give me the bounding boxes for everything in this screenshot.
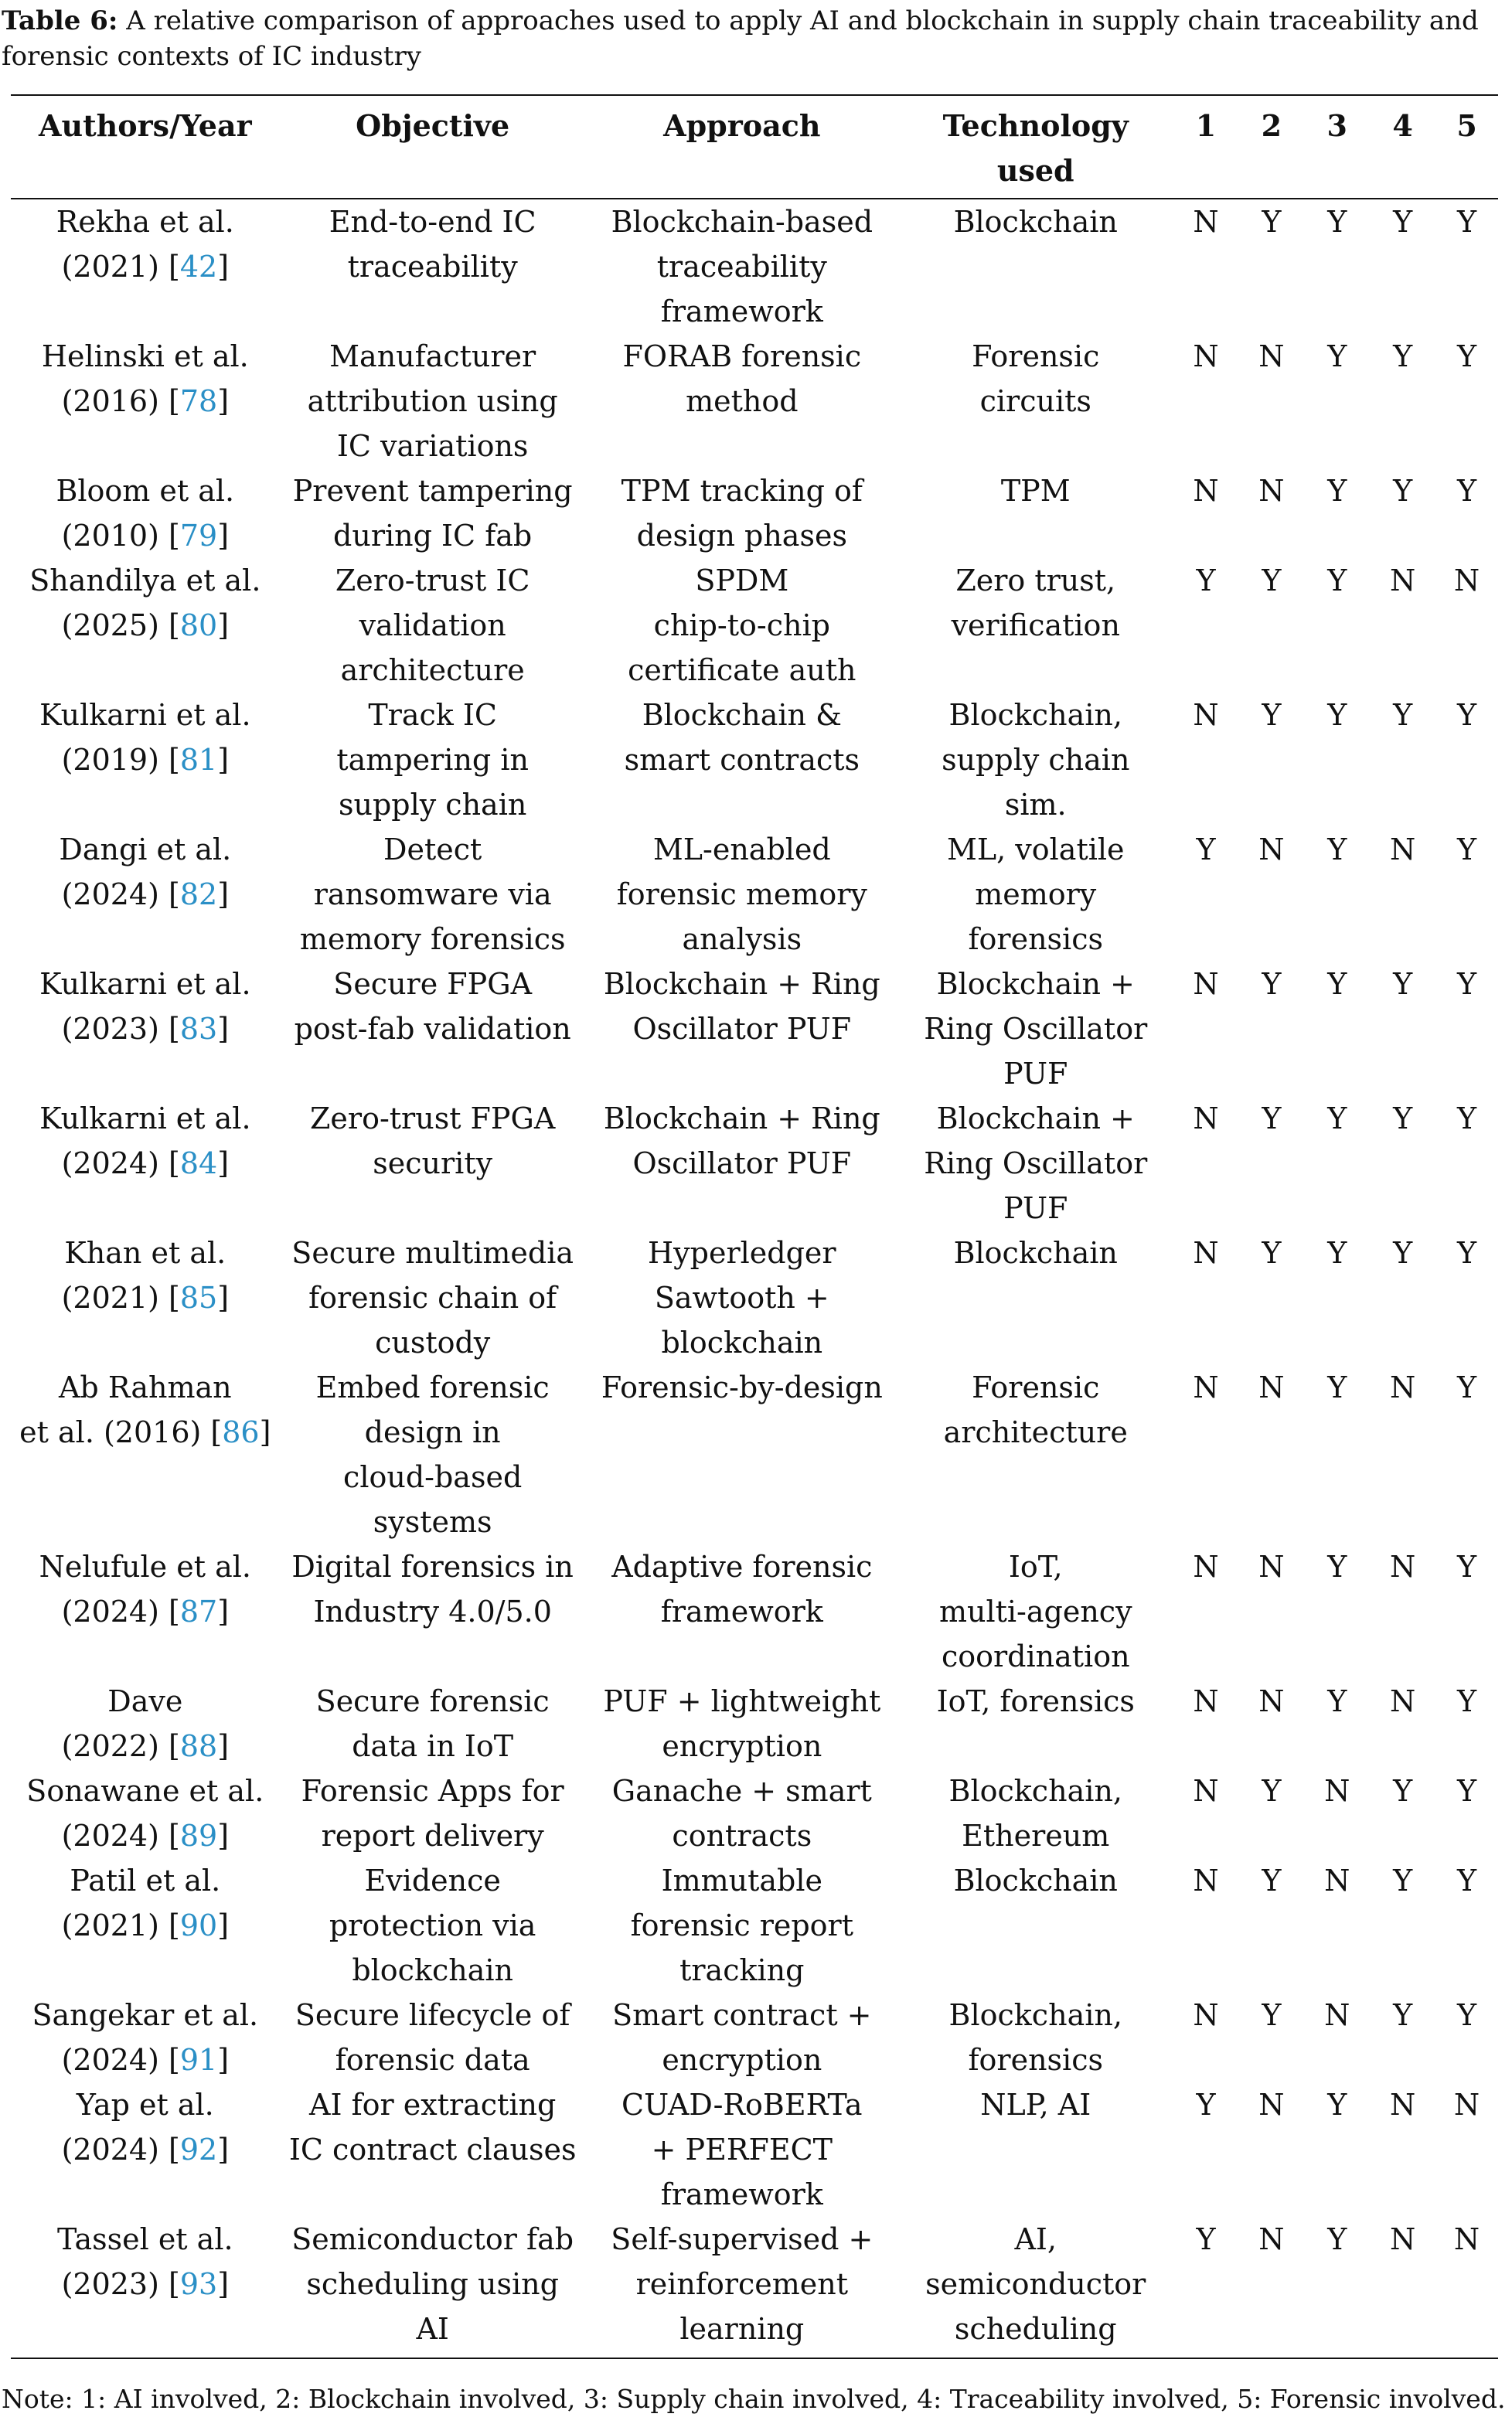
cell-technology: Forensic circuits (972, 339, 1100, 418)
cell-technology: IoT, forensics (936, 1684, 1135, 1718)
table-row (11, 468, 1498, 558)
citation-link: 83 (179, 1012, 218, 1046)
cell-objective: Forensic Apps for report delivery (301, 1774, 564, 1853)
cell-flag-2: Y (1262, 1998, 1282, 2032)
author-text: Patil et al. (2021) [ (61, 1864, 221, 1942)
cell-author (11, 558, 280, 693)
citation-link: 90 (179, 1908, 218, 1942)
cell-flag-3: Y (1327, 205, 1347, 239)
cell-flag-4: N (1390, 563, 1416, 597)
cell-flag-3: Y (1327, 1684, 1347, 1718)
citation-link: 88 (179, 1729, 218, 1763)
header-technology: Technology used (898, 95, 1173, 199)
cell-flag-2: Y (1262, 1236, 1282, 1270)
cell-flag-3: Y (1327, 2088, 1347, 2122)
cell-approach: Smart contract + encryption (612, 1998, 872, 2077)
cell-flag-5: Y (1457, 205, 1477, 239)
cell-flag-5: Y (1457, 474, 1477, 508)
cell-author (11, 1993, 280, 2082)
cell-technology: ML, volatile memory forensics (946, 832, 1125, 956)
cell-author (11, 2082, 280, 2217)
cell-flag-4: N (1390, 1684, 1416, 1718)
citation-close: ] (217, 1595, 230, 1629)
cell-flag-4: N (1390, 832, 1416, 866)
header-col-5: 5 (1435, 95, 1498, 199)
cell-technology: AI, semiconductor scheduling (898, 2217, 1173, 2358)
cell-flag-1: Y (1196, 832, 1216, 866)
citation-close: ] (217, 384, 230, 418)
table-row (11, 1544, 1498, 1679)
cell-author (11, 1544, 280, 1679)
cell-flag-1: N (1193, 1550, 1219, 1584)
citation-close: ] (217, 877, 230, 911)
cell-flag-2: Y (1262, 698, 1282, 732)
cell-author (11, 1858, 280, 1993)
cell-flag-5: Y (1457, 1684, 1477, 1718)
header-col-4: 4 (1370, 95, 1435, 199)
caption-text: A relative comparison of approaches used to apply AI and blockchain in supply chain traceability and forensic contexts of IC industry (2, 5, 1479, 72)
cell-objective: Secure forensic data in IoT (315, 1684, 550, 1763)
author-text: Yap et al. (2024) [ (61, 2088, 214, 2167)
citation-link: 87 (179, 1595, 218, 1629)
author-text: Ab Rahman et al. (2016) [ (19, 1370, 232, 1449)
citation-close: ] (217, 1012, 230, 1046)
cell-flag-3: N (1324, 1998, 1350, 2032)
cell-flag-2: Y (1262, 1774, 1282, 1808)
cell-objective: Track IC tampering in supply chain (336, 698, 529, 822)
cell-flag-1: N (1193, 698, 1219, 732)
cell-approach: FORAB forensic method (622, 339, 862, 418)
cell-technology: TPM (1000, 474, 1071, 508)
citation-link: 86 (222, 1415, 260, 1449)
citation-link: 85 (179, 1281, 218, 1315)
cell-flag-2: Y (1262, 1864, 1282, 1898)
table-row (11, 558, 1498, 693)
cell-flag-5: Y (1457, 1998, 1477, 2032)
citation-link: 80 (179, 608, 218, 642)
author-text: Bloom et al. (2010) [ (56, 474, 235, 553)
cell-approach: Blockchain-based traceability framework (611, 205, 873, 329)
cell-flag-1: N (1193, 1236, 1219, 1270)
cell-flag-2: Y (1262, 967, 1282, 1001)
table-row (11, 1096, 1498, 1231)
cell-flag-5: N (1435, 2217, 1498, 2358)
table-row (11, 693, 1498, 827)
cell-flag-1: N (1193, 967, 1219, 1001)
cell-flag-3: Y (1327, 339, 1347, 373)
cell-technology: Blockchain, forensics (948, 1998, 1122, 2077)
cell-approach: Adaptive forensic framework (611, 1550, 873, 1629)
cell-author (11, 1365, 280, 1544)
citation-close: ] (259, 1415, 271, 1449)
citation-close: ] (217, 1819, 230, 1853)
cell-technology: Blockchain (953, 205, 1118, 239)
cell-flag-1: Y (1196, 563, 1216, 597)
cell-flag-3: Y (1327, 563, 1347, 597)
header-objective: Objective (280, 95, 586, 199)
cell-flag-2: N (1258, 1370, 1285, 1404)
cell-flag-5: Y (1457, 967, 1477, 1001)
cell-approach: Forensic-by-design (601, 1370, 883, 1404)
author-text: Rekha et al. (2021) [ (56, 205, 234, 284)
cell-technology: Blockchain (953, 1236, 1118, 1270)
cell-author (11, 468, 280, 558)
cell-objective: Prevent tampering during IC fab (292, 474, 573, 553)
cell-flag-1: N (1193, 1998, 1219, 2032)
cell-flag-4: Y (1393, 205, 1413, 239)
cell-author (11, 827, 280, 962)
cell-flag-3: Y (1327, 474, 1347, 508)
author-text: Kulkarni et al. (2023) [ (39, 967, 251, 1046)
cell-flag-4: Y (1393, 698, 1413, 732)
citation-link: 91 (179, 2043, 218, 2077)
table-row (11, 1365, 1498, 1544)
cell-approach: SPDM chip-to-chip certificate auth (628, 563, 856, 687)
cell-flag-4: Y (1393, 1101, 1413, 1135)
citation-close: ] (217, 1908, 230, 1942)
table-row (11, 2082, 1498, 2217)
cell-flag-1: N (1193, 1864, 1219, 1898)
cell-flag-2: N (1238, 2217, 1304, 2358)
cell-author (11, 199, 280, 334)
cell-approach: Blockchain + Ring Oscillator PUF (603, 967, 880, 1046)
cell-author (11, 1769, 280, 1858)
cell-objective: Zero-trust IC validation architecture (335, 563, 530, 687)
citation-close: ] (217, 519, 230, 553)
author-text: Helinski et al. (2016) [ (41, 339, 249, 418)
cell-flag-3: Y (1327, 1370, 1347, 1404)
author-text: Khan et al. (2021) [ (61, 1236, 226, 1315)
table-row (11, 199, 1498, 334)
citation-link: 89 (179, 1819, 218, 1853)
cell-technology: Forensic architecture (943, 1370, 1128, 1449)
table-row (11, 1858, 1498, 1993)
citation-link: 42 (179, 250, 218, 284)
author-text: Tassel et al. (2023) [ (57, 2222, 233, 2301)
table-row (11, 2217, 1498, 2358)
table-row (11, 1679, 1498, 1769)
citation-link: 93 (179, 2267, 218, 2301)
cell-flag-3: N (1324, 1864, 1350, 1898)
citation-link: 79 (179, 519, 218, 553)
cell-author (11, 1231, 280, 1365)
cell-flag-5: Y (1457, 1101, 1477, 1135)
author-text: Dangi et al. (2024) [ (59, 832, 232, 911)
cell-approach: Ganache + smart contracts (611, 1774, 872, 1853)
cell-approach: Blockchain + Ring Oscillator PUF (603, 1101, 880, 1180)
header-approach: Approach (586, 95, 898, 199)
cell-objective: Secure FPGA post-fab validation (294, 967, 571, 1046)
header-col-3: 3 (1304, 95, 1370, 199)
table-row (11, 962, 1498, 1096)
table-row (11, 1231, 1498, 1365)
author-text: Shandilya et al. (2025) [ (29, 563, 261, 642)
cell-flag-2: N (1258, 1684, 1285, 1718)
cell-author (11, 1096, 280, 1231)
cell-author (11, 334, 280, 468)
cell-objective: Secure lifecycle of forensic data (295, 1998, 570, 2077)
cell-flag-3: N (1324, 1774, 1350, 1808)
cell-objective: Digital forensics in Industry 4.0/5.0 (291, 1550, 574, 1629)
cell-technology: Blockchain, Ethereum (948, 1774, 1122, 1853)
cell-flag-3: Y (1327, 1236, 1347, 1270)
cell-flag-3: Y (1327, 967, 1347, 1001)
table-body (11, 199, 1498, 2358)
cell-approach: CUAD-RoBERTa + PERFECT framework (621, 2088, 863, 2211)
author-text: Nelufule et al. (2024) [ (39, 1550, 251, 1629)
citation-link: 78 (179, 384, 218, 418)
cell-author (11, 1679, 280, 1769)
cell-flag-4: N (1390, 1370, 1416, 1404)
cell-objective: AI for extracting IC contract clauses (288, 2088, 577, 2167)
table-row (11, 334, 1498, 468)
cell-flag-5: Y (1457, 1550, 1477, 1584)
cell-approach: Self-supervised + reinforcement learning (586, 2217, 898, 2358)
cell-flag-4: N (1390, 1550, 1416, 1584)
cell-flag-2: N (1258, 474, 1285, 508)
cell-flag-2: N (1258, 339, 1285, 373)
citation-link: 84 (179, 1146, 218, 1180)
cell-approach: PUF + lightweight encryption (603, 1684, 881, 1763)
cell-flag-4: Y (1393, 1998, 1413, 2032)
citation-link: 92 (179, 2133, 218, 2167)
cell-flag-4: Y (1393, 474, 1413, 508)
table-note: Note: 1: AI involved, 2: Blockchain involved, 3: Supply chain involved, 4: Traceability involved, 5: Forensic involved. (2, 2384, 1506, 2414)
header-authors: Authors/Year (11, 95, 280, 199)
cell-flag-5: Y (1457, 1370, 1477, 1404)
citation-close: ] (217, 608, 230, 642)
cell-flag-2: Y (1262, 1101, 1282, 1135)
citation-link: 81 (179, 743, 218, 777)
cell-flag-2: Y (1262, 563, 1282, 597)
cell-flag-5: Y (1457, 1236, 1477, 1270)
cell-objective: Semiconductor fab scheduling using AI (280, 2217, 586, 2358)
cell-flag-3: Y (1327, 1550, 1347, 1584)
citation-close: ] (217, 743, 230, 777)
cell-approach: Blockchain & smart contracts (624, 698, 860, 777)
cell-flag-1: N (1193, 1370, 1219, 1404)
cell-flag-1: Y (1173, 2217, 1239, 2358)
cell-flag-3: Y (1327, 1101, 1347, 1135)
citation-close: ] (217, 2133, 230, 2167)
cell-flag-4: Y (1393, 967, 1413, 1001)
cell-flag-2: N (1258, 832, 1285, 866)
cell-flag-4: Y (1393, 339, 1413, 373)
cell-flag-5: Y (1457, 1774, 1477, 1808)
cell-flag-1: N (1193, 1774, 1219, 1808)
citation-link: 82 (179, 877, 218, 911)
cell-flag-3: Y (1327, 698, 1347, 732)
cell-flag-3: Y (1304, 2217, 1370, 2358)
caption-label: Table 6: (2, 5, 118, 36)
cell-author (11, 962, 280, 1096)
cell-approach: ML-enabled forensic memory analysis (616, 832, 867, 956)
table-row (11, 827, 1498, 962)
citation-close: ] (217, 2267, 230, 2301)
cell-flag-5: Y (1457, 1864, 1477, 1898)
cell-objective: Embed forensic design in cloud-based systems (315, 1370, 550, 1539)
header-col-1: 1 (1173, 95, 1239, 199)
header-row (11, 95, 1498, 199)
cell-author (11, 693, 280, 827)
cell-technology: NLP, AI (980, 2088, 1091, 2122)
cell-technology: Blockchain, supply chain sim. (942, 698, 1130, 822)
table-row (11, 1769, 1498, 1858)
citation-close: ] (217, 250, 230, 284)
author-text: Sangekar et al. (2024) [ (32, 1998, 259, 2077)
table-row (11, 1993, 1498, 2082)
cell-technology: IoT, multi-agency coordination (938, 1550, 1132, 1673)
cell-flag-5: Y (1457, 832, 1477, 866)
cell-technology: Blockchain + Ring Oscillator PUF (924, 1101, 1148, 1225)
citation-close: ] (217, 1729, 230, 1763)
author-text: Sonawane et al. (2024) [ (26, 1774, 264, 1853)
cell-objective: Manufacturer attribution using IC variations (307, 339, 558, 463)
cell-flag-2: N (1258, 2088, 1285, 2122)
author-text: Kulkarni et al. (2019) [ (39, 698, 251, 777)
cell-flag-5: N (1453, 2088, 1480, 2122)
cell-flag-4: Y (1393, 1236, 1413, 1270)
cell-flag-1: N (1193, 1684, 1219, 1718)
table-caption (2, 3, 1507, 74)
author-text: Kulkarni et al. (2024) [ (39, 1101, 251, 1180)
cell-flag-5: Y (1457, 339, 1477, 373)
header-col-2: 2 (1238, 95, 1304, 199)
cell-flag-5: Y (1457, 698, 1477, 732)
cell-flag-2: Y (1262, 205, 1282, 239)
cell-flag-1: N (1193, 474, 1219, 508)
cell-objective: End-to-end IC traceability (329, 205, 536, 284)
cell-flag-4: Y (1393, 1864, 1413, 1898)
cell-flag-4: N (1390, 2088, 1416, 2122)
cell-approach: Hyperledger Sawtooth + blockchain (648, 1236, 836, 1360)
cell-technology: Blockchain (953, 1864, 1118, 1898)
cell-flag-1: Y (1196, 2088, 1216, 2122)
cell-flag-2: N (1258, 1550, 1285, 1584)
citation-close: ] (217, 1146, 230, 1180)
cell-flag-1: N (1193, 205, 1219, 239)
cell-author (11, 2217, 280, 2358)
cell-objective: Detect ransomware via memory forensics (299, 832, 566, 956)
cell-flag-4: N (1370, 2217, 1435, 2358)
cell-flag-1: N (1193, 339, 1219, 373)
cell-approach: Immutable forensic report tracking (630, 1864, 853, 1987)
citation-close: ] (217, 1281, 230, 1315)
cell-technology: Blockchain + Ring Oscillator PUF (924, 967, 1148, 1091)
comparison-table (11, 94, 1498, 2359)
cell-objective: Secure multimedia forensic chain of custody (291, 1236, 574, 1360)
cell-approach: TPM tracking of design phases (621, 474, 863, 553)
cell-objective: Evidence protection via blockchain (329, 1864, 536, 1987)
citation-close: ] (217, 2043, 230, 2077)
cell-flag-4: Y (1393, 1774, 1413, 1808)
cell-flag-5: N (1453, 563, 1480, 597)
cell-technology: Zero trust, verification (951, 563, 1120, 642)
cell-objective: Zero-trust FPGA security (310, 1101, 556, 1180)
author-text: Dave (2022) [ (61, 1684, 183, 1763)
cell-flag-1: N (1193, 1101, 1219, 1135)
cell-flag-3: Y (1327, 832, 1347, 866)
